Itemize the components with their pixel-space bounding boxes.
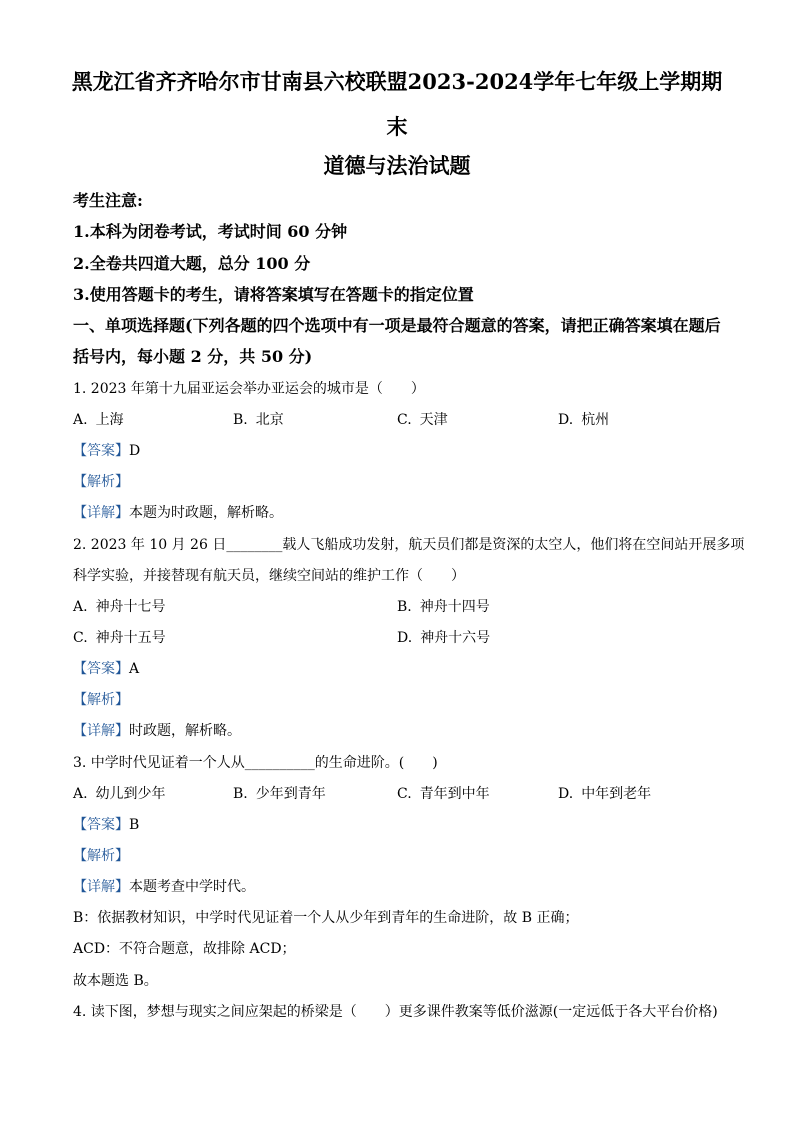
option-text: 少年到青年 (255, 786, 326, 802)
question-3-option-b (233, 784, 326, 804)
question-3-detail-line: ACD：不符合题意，故排除 ACD； (73, 941, 296, 957)
question-1-option-d (558, 410, 609, 430)
option-letter: C. (397, 412, 412, 428)
option-text: 中年到老年 (581, 786, 652, 802)
option-text: 青年到中年 (419, 786, 490, 802)
option-letter: D. (558, 786, 574, 802)
exam-subtitle: 道德与法治试题 (323, 153, 471, 178)
question-3-option-a (73, 784, 166, 804)
question-3-conclusion: 故本题选 B。 (73, 973, 158, 989)
question-3-analysis (73, 846, 129, 866)
question-3-answer (73, 815, 139, 835)
question-2-detail (73, 721, 241, 741)
question-1-detail (73, 503, 283, 523)
detail-label: 【详解】 (73, 879, 129, 895)
option-letter: B. (233, 786, 248, 802)
analysis-label: 【解析】 (73, 692, 129, 708)
answer-value: D (129, 443, 141, 459)
question-1-option-c (397, 410, 448, 430)
question-2-answer (73, 659, 139, 679)
notice-item: 3.使用答题卡的考生，请将答案填写在答题卡的指定位置 (73, 285, 474, 304)
option-letter: C. (397, 786, 412, 802)
detail-text: 本题为时政题，解析略。 (129, 505, 283, 521)
exam-title-line2: 末 (386, 114, 408, 139)
notice-item: 2.全卷共四道大题，总分 100 分 (73, 254, 311, 273)
question-2-stem-line: 科学实验，并接替现有航天员，继续空间站的维护工作（ ） (73, 568, 465, 584)
question-1-analysis (73, 472, 129, 492)
question-3-option-d (558, 784, 651, 804)
option-letter: A. (73, 412, 88, 428)
option-text: 神舟十四号 (419, 599, 490, 615)
answer-label: 【答案】 (73, 661, 129, 677)
option-text: 神舟十五号 (95, 630, 166, 646)
option-letter: C. (73, 630, 88, 646)
option-letter: A. (73, 599, 88, 615)
notice-item: 1.本科为闭卷考试，考试时间 60 分钟 (73, 222, 348, 241)
detail-label: 【详解】 (73, 723, 129, 739)
question-1-stem: 1. 2023 年第十九届亚运会举办亚运会的城市是（ ） (73, 381, 425, 397)
answer-value: B (129, 817, 140, 833)
option-text: 上海 (95, 412, 124, 428)
analysis-label: 【解析】 (73, 848, 129, 864)
option-text: 神舟十七号 (95, 599, 166, 615)
detail-text: 时政题，解析略。 (129, 723, 241, 739)
detail-text: 本题考查中学时代。 (129, 879, 255, 895)
option-text: 杭州 (581, 412, 610, 428)
notice-heading: 考生注意: (73, 191, 143, 210)
option-letter: B. (397, 599, 412, 615)
question-2-analysis (73, 690, 129, 710)
exam-title-line1: 黑龙江省齐齐哈尔市甘南县六校联盟2023-2024学年七年级上学期期 (71, 69, 723, 94)
question-2-option-c (73, 628, 166, 648)
analysis-label: 【解析】 (73, 474, 129, 490)
option-letter: A. (73, 786, 88, 802)
section-heading-line: 括号内，每小题 2 分，共 50 分) (73, 347, 313, 366)
question-3-detail-line: B：依据教材知识，中学时代见证着一个人从少年到青年的生命进阶，故 B 正确； (73, 910, 579, 926)
option-letter: B. (233, 412, 248, 428)
question-2-option-d (397, 628, 490, 648)
question-3-stem: 3. 中学时代见证着一个人从__________的生命进阶。( ) (73, 755, 438, 771)
option-text: 神舟十六号 (420, 630, 491, 646)
question-1-option-b (233, 410, 284, 430)
section-heading-line: 一、单项选择题(下列各题的四个选项中有一项是最符合题意的答案，请把正确答案填在题后 (73, 316, 721, 335)
question-2-option-a (73, 597, 166, 617)
question-4-stem: 4. 读下图，梦想与现实之间应架起的桥梁是（ ）更多课件教案等低价滋源(一定远低于各大平台价格) (73, 1004, 718, 1020)
question-1-answer (73, 441, 140, 461)
detail-label: 【详解】 (73, 505, 129, 521)
question-3-option-c (397, 784, 490, 804)
option-letter: D. (558, 412, 574, 428)
question-3-detail (73, 877, 255, 897)
option-letter: D. (397, 630, 413, 646)
option-text: 天津 (419, 412, 448, 428)
answer-value: A (129, 661, 140, 677)
question-2-stem-line: 2. 2023 年 10 月 26 日________载人飞船成功发射，航天员们都是资深的太空人，他们将在空间站开展多项 (73, 537, 745, 553)
answer-label: 【答案】 (73, 817, 129, 833)
option-text: 北京 (255, 412, 284, 428)
option-text: 幼儿到少年 (95, 786, 166, 802)
question-1-option-a (73, 410, 124, 430)
question-2-option-b (397, 597, 490, 617)
answer-label: 【答案】 (73, 443, 129, 459)
